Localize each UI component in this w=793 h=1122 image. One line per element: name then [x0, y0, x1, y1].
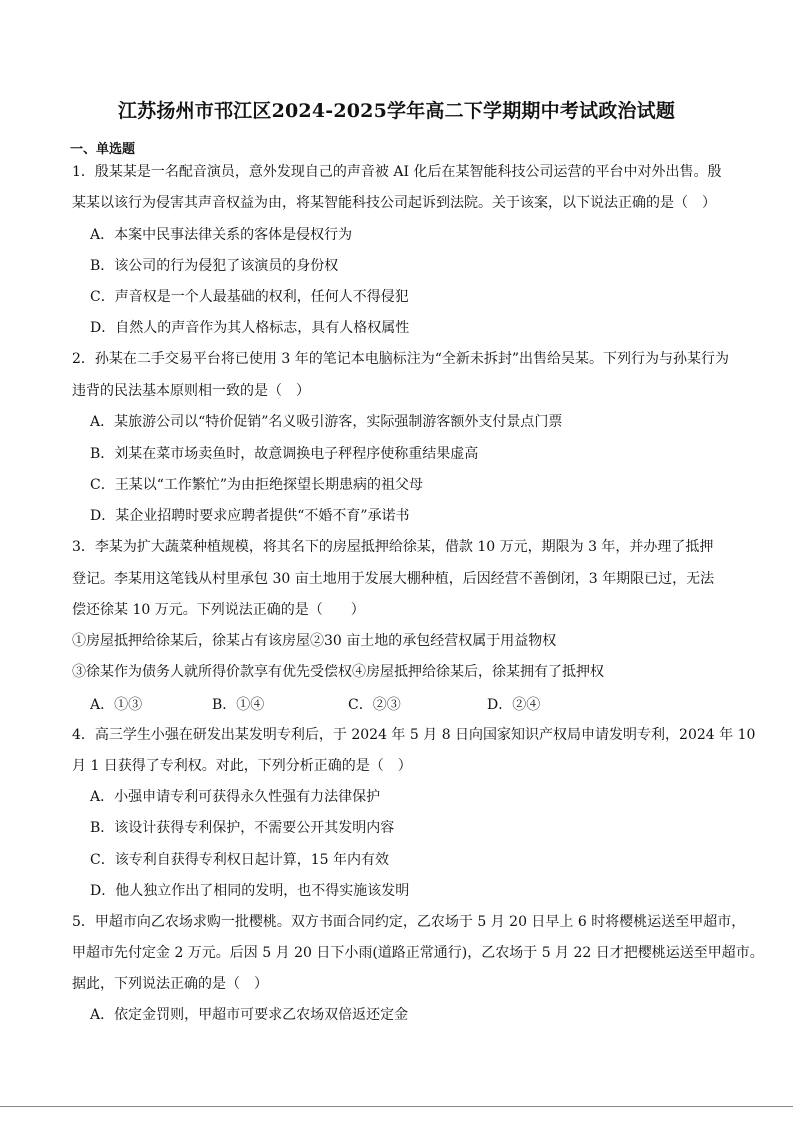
- q4-option-a: A．小强申请专利可获得永久性强有力法律保护: [90, 789, 381, 805]
- q2-option-b: B．刘某在菜市场卖鱼时，故意调换电子秤程序使称重结果虚高: [90, 446, 479, 462]
- q3-stem-line-1: 3．李某为扩大蔬菜种植规模，将其名下的房屋抵押给徐某，借款 10 万元，期限为 3 年，并办理了抵押: [72, 539, 714, 555]
- page-title: 江苏扬州市邗江区2024-2025学年高二下学期期中考试政治试题: [117, 100, 676, 122]
- q3-option-a: A．①③: [90, 697, 143, 713]
- q3-statements-line-2: ③徐某作为债务人就所得价款享有优先受偿权④房屋抵押给徐某后，徐某拥有了抵押权: [72, 664, 604, 680]
- q5-stem-line-3: 据此，下列说法正确的是（ ）: [72, 976, 268, 992]
- q4-stem-line-1: 4．高三学生小强在研发出某发明专利后，于 2024 年 5 月 8 日向国家知识产权局申请发明专利，2024 年 10: [72, 727, 756, 743]
- q2-option-a: A．某旅游公司以“特价促销”名义吸引游客，实际强制游客额外支付景点门票: [90, 414, 563, 430]
- q4-stem-line-2: 月 1 日获得了专利权。对此，下列分析正确的是（ ）: [72, 758, 412, 774]
- q1-option-b: B．该公司的行为侵犯了该演员的身份权: [90, 258, 339, 274]
- q3-stem-line-2: 登记。李某用这笔钱从村里承包 30 亩土地用于发展大棚种植，后因经营不善倒闭，3 年期限已过，无法: [72, 571, 715, 587]
- q4-option-b: B．该设计获得专利保护，不需要公开其发明内容: [90, 820, 395, 836]
- q3-option-b: B．①④: [212, 697, 265, 713]
- q5-stem-line-2: 甲超市先付定金 2 万元。后因 5 月 20 日下小雨(道路正常通行)，乙农场于 5 月 22 日才把樱桃运送至甲超市。: [72, 945, 764, 961]
- q2-option-c: C．王某以“工作繁忙”为由拒绝探望长期患病的祖父母: [90, 477, 424, 493]
- q2-stem-line-2: 违背的民法基本原则相一致的是（ ）: [72, 383, 310, 399]
- q4-option-d: D．他人独立作出了相同的发明，也不得实施该发明: [90, 883, 410, 899]
- q2-stem-line-1: 2．孙某在二手交易平台将已使用 3 年的笔记本电脑标注为“全新未拆封”出售给吴某。下列行为与孙某行为: [72, 351, 730, 367]
- q3-option-d: D．②④: [487, 697, 541, 713]
- section-heading: 一、单选题: [70, 142, 136, 157]
- q4-option-c: C．该专利自获得专利权日起计算，15 年内有效: [90, 852, 389, 868]
- q1-stem-line-1: 1．殷某某是一名配音演员，意外发现自己的声音被 AI 化后在某智能科技公司运营的平台中对外出售。殷: [72, 164, 722, 180]
- q3-statements-line-1: ①房屋抵押给徐某后，徐某占有该房屋②30 亩土地的承包经营权属于用益物权: [72, 633, 557, 649]
- q5-option-a: A．依定金罚则，甲超市可要求乙农场双倍返还定金: [90, 1007, 409, 1023]
- q1-option-d: D．自然人的声音作为其人格标志，具有人格权属性: [90, 320, 410, 336]
- q2-option-d: D．某企业招聘时要求应聘者提供“不婚不育”承诺书: [90, 508, 410, 524]
- q1-option-c: C．声音权是一个人最基础的权利，任何人不得侵犯: [90, 289, 409, 305]
- q3-option-c: C．②③: [348, 697, 401, 713]
- page-bottom-rule: [0, 1106, 793, 1107]
- q5-stem-line-1: 5．甲超市向乙农场求购一批樱桃。双方书面合同约定，乙农场于 5 月 20 日早上 6 时将樱桃运送至甲超市，: [72, 914, 746, 930]
- q1-stem-line-2: 某某以该行为侵害其声音权益为由，将某智能科技公司起诉到法院。关于该案，以下说法正确的是（ ）: [72, 195, 716, 211]
- q1-option-a: A．本案中民事法律关系的客体是侵权行为: [90, 227, 353, 243]
- q3-stem-line-3: 偿还徐某 10 万元。下列说法正确的是（ ）: [72, 602, 365, 618]
